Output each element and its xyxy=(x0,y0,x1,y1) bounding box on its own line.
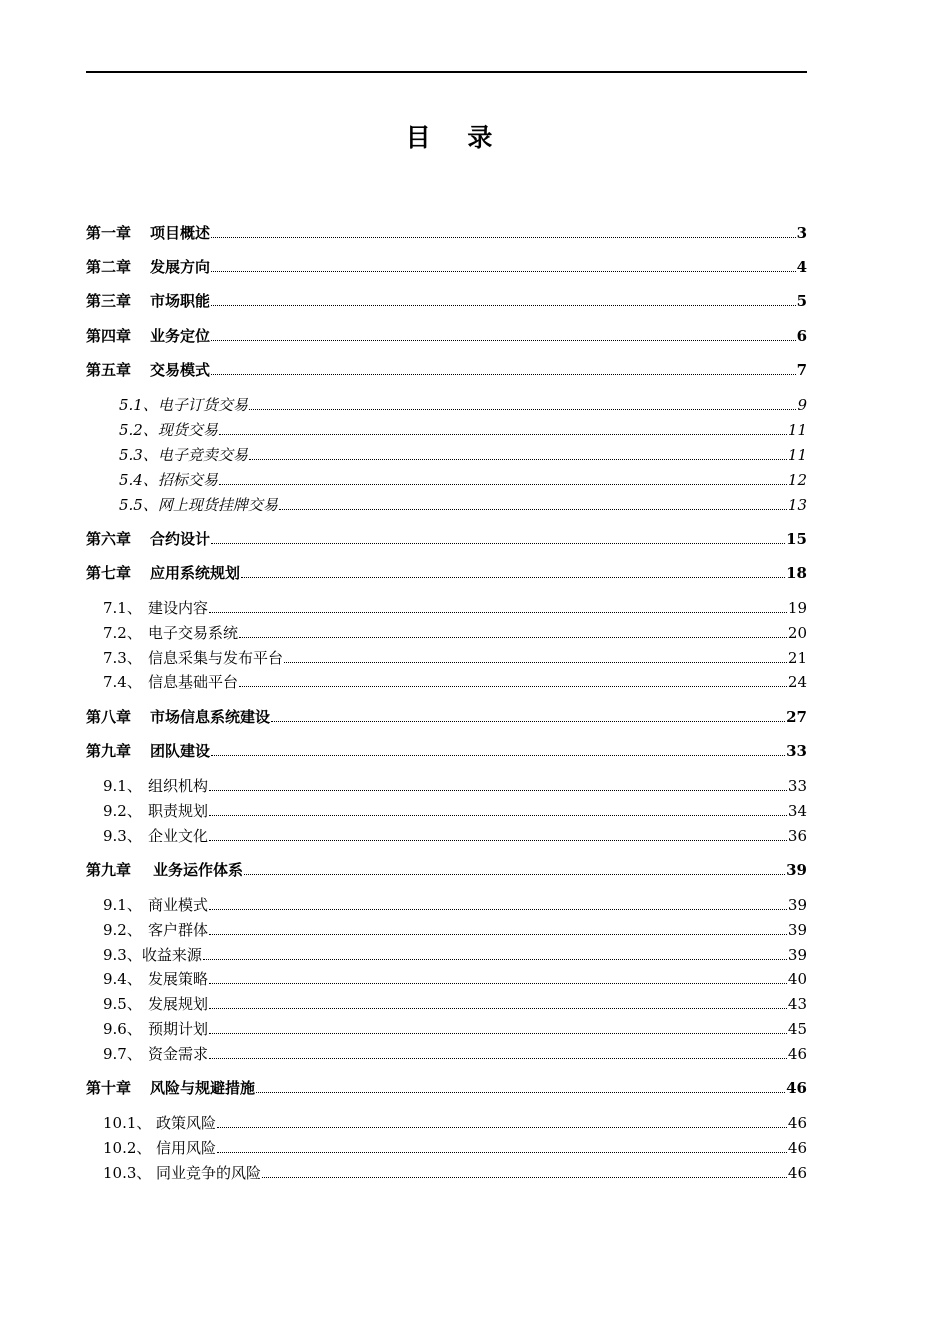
toc-leader-dots xyxy=(209,1033,787,1034)
toc-leader-dots xyxy=(239,686,787,687)
toc-entry[interactable] xyxy=(103,994,807,1014)
toc-page-number: 7 xyxy=(796,361,807,379)
toc-page-number: 39 xyxy=(787,921,807,939)
toc-entry[interactable] xyxy=(103,1044,807,1064)
toc-leader-dots xyxy=(209,983,787,984)
toc-entry[interactable] xyxy=(103,895,807,915)
toc-entry-title: 电子竞卖交易 xyxy=(157,446,248,464)
toc-entry[interactable] xyxy=(103,672,807,692)
toc-page-number: 39 xyxy=(787,896,807,914)
toc-entry-label xyxy=(103,994,208,1014)
toc-entry-title: 企业文化 xyxy=(148,827,209,845)
toc-entry[interactable] xyxy=(119,395,807,415)
toc-entry[interactable] xyxy=(103,1138,807,1158)
toc-leader-dots xyxy=(209,1058,787,1059)
toc-entry-title: 团队建设 xyxy=(150,742,211,760)
toc-entry-title: 资金需求 xyxy=(148,1045,209,1063)
toc-entry-title: 交易模式 xyxy=(150,361,211,379)
toc-leader-dots xyxy=(209,612,787,613)
toc-entry-number: 5.2、 xyxy=(119,421,158,439)
toc-page-number: 3 xyxy=(796,224,807,242)
toc-entry-title: 招标交易 xyxy=(157,471,218,489)
toc-entry[interactable] xyxy=(86,223,807,243)
toc-entry-number: 5.1、 xyxy=(119,396,158,414)
toc-leader-dots xyxy=(284,662,787,663)
toc-entry-label xyxy=(103,1019,208,1039)
toc-entry-label xyxy=(119,395,248,415)
toc-entry[interactable] xyxy=(86,563,807,583)
toc-entry[interactable] xyxy=(119,420,807,440)
toc-entry-number: 10.2、 xyxy=(103,1139,152,1157)
toc-entry-title: 业务定位 xyxy=(150,327,211,345)
toc-entry[interactable] xyxy=(86,360,807,380)
toc-page-number: 39 xyxy=(787,946,807,964)
toc-entry-title: 建设内容 xyxy=(148,599,209,617)
toc-entry-label xyxy=(103,801,208,821)
toc-leader-dots xyxy=(271,721,785,722)
toc-entry-number: 9.3、 xyxy=(103,946,142,964)
toc-entry-title: 发展策略 xyxy=(148,970,209,988)
toc-entry-number: 第九章 xyxy=(86,742,132,760)
toc-entry-number: 9.3、 xyxy=(103,827,142,845)
toc-entry-number: 第二章 xyxy=(86,258,132,276)
toc-entry-label xyxy=(103,648,283,668)
toc-leader-dots xyxy=(249,459,787,460)
toc-entry[interactable] xyxy=(103,776,807,796)
toc-entry-label xyxy=(103,598,208,618)
toc-entry-title: 风险与规避措施 xyxy=(150,1079,256,1097)
toc-entry-label xyxy=(86,326,210,346)
toc-leader-dots xyxy=(241,577,785,578)
toc-entry-number: 第八章 xyxy=(86,708,132,726)
toc-entry-number: 9.7、 xyxy=(103,1045,142,1063)
toc-title: 目 录 xyxy=(405,123,495,152)
toc-entry-label xyxy=(103,920,208,940)
toc-leader-dots xyxy=(203,959,787,960)
toc-entry-number: 9.2、 xyxy=(103,802,142,820)
toc-leader-dots xyxy=(209,840,787,841)
toc-entry-label xyxy=(103,826,208,846)
toc-entry-label xyxy=(103,672,238,692)
toc-page-number: 9 xyxy=(797,396,807,414)
toc-entry[interactable] xyxy=(86,529,807,549)
toc-entry-label xyxy=(103,1113,216,1133)
toc-entry-label xyxy=(103,969,208,989)
toc-page-number: 6 xyxy=(796,327,807,345)
toc-entry[interactable] xyxy=(86,707,807,727)
toc-leader-dots xyxy=(209,934,787,935)
toc-entry-number: 5.3、 xyxy=(119,446,158,464)
toc-leader-dots xyxy=(211,755,785,756)
toc-page-number: 46 xyxy=(787,1114,807,1132)
toc-entry-number: 第一章 xyxy=(86,224,132,242)
toc-entry-title: 商业模式 xyxy=(148,896,209,914)
toc-entry-label xyxy=(119,420,218,440)
toc-entry-title: 收益来源 xyxy=(141,946,202,964)
toc-entry-label xyxy=(103,1044,208,1064)
toc-leader-dots xyxy=(219,434,787,435)
toc-entry[interactable] xyxy=(119,445,807,465)
toc-entry-number: 第七章 xyxy=(86,564,132,582)
toc-entry[interactable] xyxy=(103,920,807,940)
toc-page-number: 18 xyxy=(786,564,807,582)
toc-leader-dots xyxy=(211,543,785,544)
toc-entry-title: 同业竞争的风险 xyxy=(156,1164,262,1182)
toc-entry-label xyxy=(86,707,270,727)
toc-entry-label xyxy=(103,776,208,796)
toc-entry[interactable] xyxy=(119,470,807,490)
toc-entry-label xyxy=(86,257,210,277)
toc-page-number: 21 xyxy=(787,649,807,667)
toc-page-number: 33 xyxy=(787,777,807,795)
toc-entry[interactable] xyxy=(103,945,807,965)
toc-entry-number: 7.3、 xyxy=(103,649,142,667)
toc-leader-dots xyxy=(262,1177,787,1178)
toc-leader-dots xyxy=(217,1127,787,1128)
toc-entry-label xyxy=(86,291,210,311)
toc-entry-title: 合约设计 xyxy=(150,530,211,548)
toc-entry-number: 9.1、 xyxy=(103,777,142,795)
toc-page-number: 34 xyxy=(787,802,807,820)
toc-entry-number: 第四章 xyxy=(86,327,132,345)
toc-entry-title: 组织机构 xyxy=(148,777,209,795)
toc-leader-dots xyxy=(244,874,785,875)
toc-page-number: 15 xyxy=(786,530,807,548)
toc-entry[interactable] xyxy=(103,1019,807,1039)
toc-page-number: 19 xyxy=(787,599,807,617)
toc-page-number: 46 xyxy=(787,1045,807,1063)
toc-entry-label xyxy=(86,860,243,880)
toc-entry-label xyxy=(103,623,238,643)
toc-entry-title: 信息采集与发布平台 xyxy=(148,649,284,667)
toc-leader-dots xyxy=(211,305,796,306)
toc-entry-number: 第五章 xyxy=(86,361,132,379)
toc-entry-title: 应用系统规划 xyxy=(150,564,241,582)
toc-entry-title: 市场信息系统建设 xyxy=(150,708,271,726)
toc-entry-title: 网上现货挂牌交易 xyxy=(157,496,278,514)
toc-leader-dots xyxy=(209,815,787,816)
toc-entry-title: 预期计划 xyxy=(148,1020,209,1038)
toc-page-number: 5 xyxy=(796,292,807,310)
toc-page-number: 45 xyxy=(787,1020,807,1038)
toc-entry-number: 7.4、 xyxy=(103,673,142,691)
toc-page-number: 39 xyxy=(786,861,807,879)
toc-entry-title: 发展方向 xyxy=(150,258,211,276)
toc-entry-title: 客户群体 xyxy=(148,921,209,939)
toc-entry-number: 10.3、 xyxy=(103,1164,152,1182)
toc-entry-label xyxy=(86,360,210,380)
toc-entry-label xyxy=(103,895,208,915)
toc-entry-number: 9.4、 xyxy=(103,970,142,988)
toc-page-number: 20 xyxy=(787,624,807,642)
toc-entry[interactable] xyxy=(103,969,807,989)
toc-leader-dots xyxy=(211,237,796,238)
toc-entry-label xyxy=(119,495,278,515)
toc-entry-number: 9.5、 xyxy=(103,995,142,1013)
toc-page-number: 12 xyxy=(787,471,807,489)
toc-entry-title: 信用风险 xyxy=(156,1139,217,1157)
toc-entry[interactable] xyxy=(103,648,807,668)
toc-entry-number: 第三章 xyxy=(86,292,132,310)
toc-entry[interactable] xyxy=(86,257,807,277)
toc-page-number: 33 xyxy=(786,742,807,760)
toc-entry-label xyxy=(86,563,240,583)
toc-entry-label xyxy=(119,470,218,490)
toc-leader-dots xyxy=(239,637,787,638)
toc-leader-dots xyxy=(209,909,787,910)
toc-entry-number: 9.1、 xyxy=(103,896,142,914)
toc-entry-number: 5.5、 xyxy=(119,496,158,514)
toc-entry-label xyxy=(119,445,248,465)
toc-leader-dots xyxy=(219,484,787,485)
toc-leader-dots xyxy=(211,271,796,272)
toc-entry[interactable] xyxy=(86,326,807,346)
toc-page-number: 46 xyxy=(787,1164,807,1182)
toc-leader-dots xyxy=(279,509,787,510)
toc-entry-title: 信息基础平台 xyxy=(148,673,239,691)
toc-entry-title: 市场职能 xyxy=(150,292,211,310)
toc-entry-label xyxy=(103,1138,216,1158)
toc-entry-number: 9.6、 xyxy=(103,1020,142,1038)
toc-entry-title: 项目概述 xyxy=(150,224,211,242)
toc-page-number: 4 xyxy=(796,258,807,276)
toc-entry-number: 第九章 xyxy=(86,861,132,879)
toc-entry-number: 7.1、 xyxy=(103,599,142,617)
toc-leader-dots xyxy=(249,409,797,410)
toc-page-number: 24 xyxy=(787,673,807,691)
toc-page-number: 11 xyxy=(787,446,807,464)
toc-entry-label xyxy=(103,945,202,965)
toc-entry-number: 5.4、 xyxy=(119,471,158,489)
toc-entry-number: 7.2、 xyxy=(103,624,142,642)
toc-page-number: 36 xyxy=(787,827,807,845)
toc-entry-title: 现货交易 xyxy=(157,421,218,439)
toc-entry-label xyxy=(86,223,210,243)
toc-entry-number: 9.2、 xyxy=(103,921,142,939)
toc-entry-title: 职责规划 xyxy=(148,802,209,820)
toc-entry[interactable] xyxy=(103,826,807,846)
toc-entry[interactable] xyxy=(103,801,807,821)
toc-leader-dots xyxy=(209,1008,787,1009)
toc-page-number: 46 xyxy=(787,1139,807,1157)
toc-entry[interactable] xyxy=(103,1113,807,1133)
toc-entry-title: 政策风险 xyxy=(156,1114,217,1132)
toc-entry-label xyxy=(86,741,210,761)
toc-entry[interactable] xyxy=(103,598,807,618)
toc-page-number: 13 xyxy=(787,496,807,514)
toc-entry[interactable] xyxy=(103,1163,807,1183)
toc-page-number: 40 xyxy=(787,970,807,988)
toc-leader-dots xyxy=(211,340,796,341)
toc-page-number: 43 xyxy=(787,995,807,1013)
toc-entry-title: 电子交易系统 xyxy=(148,624,239,642)
toc-entry-title: 业务运作体系 xyxy=(153,861,244,879)
toc-entry[interactable] xyxy=(86,291,807,311)
toc-leader-dots xyxy=(211,374,796,375)
header-rule xyxy=(86,71,807,73)
toc-entry[interactable] xyxy=(86,1078,807,1098)
toc-entry[interactable] xyxy=(119,495,807,515)
toc-entry[interactable] xyxy=(86,741,807,761)
toc-entry-title: 电子订货交易 xyxy=(157,396,248,414)
toc-page-number: 27 xyxy=(786,708,807,726)
toc-entry-label xyxy=(103,1163,261,1183)
toc-entry[interactable] xyxy=(86,860,807,880)
toc-entry-number: 10.1、 xyxy=(103,1114,152,1132)
toc-entry-title: 发展规划 xyxy=(148,995,209,1013)
toc-entry[interactable] xyxy=(103,623,807,643)
toc-entry-label xyxy=(86,529,210,549)
toc-leader-dots xyxy=(209,790,787,791)
toc-leader-dots xyxy=(256,1092,785,1093)
toc-page-number: 46 xyxy=(786,1079,807,1097)
toc-entry-number: 第六章 xyxy=(86,530,132,548)
toc-page-number: 11 xyxy=(787,421,807,439)
toc-leader-dots xyxy=(217,1152,787,1153)
toc-entry-number: 第十章 xyxy=(86,1079,132,1097)
toc-entry-label xyxy=(86,1078,255,1098)
